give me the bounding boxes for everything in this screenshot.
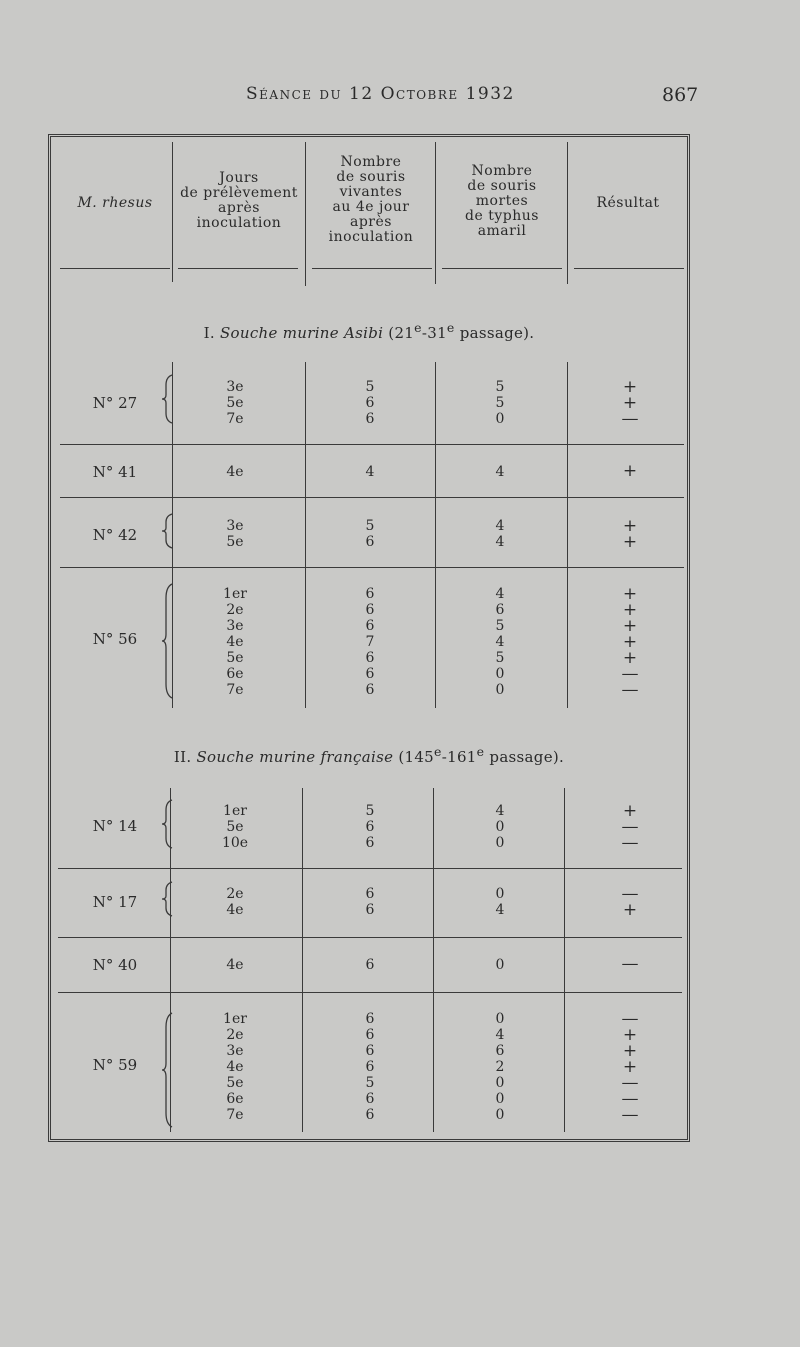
resultat-cell: +	[622, 584, 638, 604]
mortes-cell: 4	[495, 586, 505, 602]
column-header-resultat: Résultat	[596, 195, 660, 211]
mortes-cell: 0	[495, 886, 505, 902]
vivantes-cell: 7	[365, 634, 375, 650]
jour-cell: 4e	[226, 1059, 244, 1075]
jour-cell: 1er	[223, 803, 247, 819]
mortes-cell: 4	[495, 464, 505, 480]
brace-icon	[160, 584, 176, 698]
resultat-cell: +	[622, 648, 638, 668]
header-divider	[567, 142, 568, 284]
page-number: 867	[662, 84, 699, 106]
resultat-cell: —	[621, 664, 639, 684]
mortes-cell: 0	[495, 682, 505, 698]
vivantes-cell: 6	[365, 650, 375, 666]
group-separator	[58, 868, 682, 869]
mortes-cell: 0	[495, 411, 505, 427]
jour-cell: 6e	[226, 666, 244, 682]
column-divider	[305, 362, 306, 708]
column-header-vivantes-line: Nombre	[340, 154, 402, 170]
vivantes-cell: 6	[365, 1059, 375, 1075]
header-underline	[442, 268, 562, 269]
column-header-vivantes	[308, 155, 434, 245]
mortes-cell: 6	[495, 1043, 505, 1059]
resultat-cell: +	[622, 1025, 638, 1045]
vivantes-cell: 5	[365, 803, 375, 819]
rhesus-label: N° 41	[92, 463, 138, 481]
mortes-cell: 0	[495, 1011, 505, 1027]
rhesus-label: N° 42	[92, 526, 138, 544]
column-divider	[564, 788, 565, 1132]
vivantes-cell: 6	[365, 534, 375, 550]
resultat-cell: +	[622, 393, 638, 413]
header-underline	[178, 268, 298, 269]
column-header-vivantes-line: de souris	[336, 169, 406, 185]
vivantes-cell: 6	[365, 586, 375, 602]
jour-cell: 5e	[226, 1075, 244, 1091]
resultat-cell: +	[622, 600, 638, 620]
jour-cell: 4e	[226, 902, 244, 918]
column-header-vivantes-line: vivantes	[339, 184, 403, 200]
column-header-mortes-line: amaril	[477, 223, 527, 239]
group-separator	[60, 444, 684, 445]
mortes-cell: 4	[495, 1027, 505, 1043]
jour-cell: 7e	[226, 682, 244, 698]
mortes-cell: 4	[495, 902, 505, 918]
brace-icon	[160, 882, 176, 916]
column-divider	[172, 362, 173, 708]
vivantes-cell: 6	[365, 618, 375, 634]
rhesus-label: N° 56	[92, 630, 138, 648]
jour-cell: 3e	[226, 379, 244, 395]
vivantes-cell: 6	[365, 886, 375, 902]
mortes-cell: 0	[495, 1107, 505, 1123]
resultat-cell: —	[621, 1105, 639, 1125]
resultat-cell: +	[622, 1041, 638, 1061]
header-divider	[435, 142, 436, 284]
column-header-mortes	[438, 164, 566, 239]
header-underline	[60, 268, 170, 269]
jour-cell: 5e	[226, 534, 244, 550]
column-header-vivantes-line: inoculation	[328, 229, 414, 245]
jour-cell: 7e	[226, 411, 244, 427]
column-header-mortes-line: mortes	[475, 193, 529, 209]
mortes-cell: 4	[495, 518, 505, 534]
jour-cell: 7e	[226, 1107, 244, 1123]
resultat-cell: —	[621, 409, 639, 429]
vivantes-cell: 6	[365, 682, 375, 698]
group-separator	[58, 937, 682, 938]
jour-cell: 2e	[226, 886, 244, 902]
jour-cell: 5e	[226, 819, 244, 835]
resultat-cell: —	[621, 954, 639, 974]
jour-cell: 1er	[223, 586, 247, 602]
jour-cell: 4e	[226, 464, 244, 480]
resultat-cell: —	[621, 680, 639, 700]
resultat-cell: +	[622, 377, 638, 397]
header-underline	[312, 268, 432, 269]
mortes-cell: 5	[495, 618, 505, 634]
group-separator	[58, 992, 682, 993]
vivantes-cell: 6	[365, 1107, 375, 1123]
group-separator	[60, 567, 684, 568]
vivantes-cell: 6	[365, 819, 375, 835]
mortes-cell: 4	[495, 803, 505, 819]
column-header-jours-line: de prélèvement	[180, 185, 298, 201]
vivantes-cell: 6	[365, 1027, 375, 1043]
column-header-vivantes-line: après	[350, 214, 392, 230]
column-divider	[302, 788, 303, 1132]
mortes-cell: 6	[495, 602, 505, 618]
page-header	[0, 84, 800, 114]
jour-cell: 2e	[226, 1027, 244, 1043]
vivantes-cell: 6	[365, 1091, 375, 1107]
column-header-rhesus: M. rhesus	[77, 195, 153, 211]
vivantes-cell: 6	[365, 1043, 375, 1059]
resultat-cell: +	[622, 900, 638, 920]
column-header-mortes-line: de souris	[467, 178, 537, 194]
resultat-cell: +	[622, 461, 638, 481]
header-underline	[574, 268, 684, 269]
section-title-asibi: I. Souche murine Asibi (21e-31e passage).	[203, 320, 535, 342]
running-title: Séance du 12 Octobre 1932	[246, 84, 515, 104]
resultat-cell: —	[621, 1009, 639, 1029]
column-divider	[435, 362, 436, 708]
mortes-cell: 0	[495, 1075, 505, 1091]
column-divider	[567, 362, 568, 708]
column-header-mortes-line: de typhus	[465, 208, 539, 224]
mortes-cell: 2	[495, 1059, 505, 1075]
mortes-cell: 0	[495, 666, 505, 682]
resultat-cell: —	[621, 884, 639, 904]
rhesus-label: N° 59	[92, 1056, 138, 1074]
jour-cell: 2e	[226, 602, 244, 618]
mortes-cell: 4	[495, 534, 505, 550]
resultat-cell: +	[622, 632, 638, 652]
section-title-francaise: II. Souche murine française (145e-161e passage).	[173, 744, 565, 766]
jour-cell: 4e	[226, 957, 244, 973]
header-divider	[305, 142, 306, 286]
vivantes-cell: 6	[365, 411, 375, 427]
mortes-cell: 5	[495, 650, 505, 666]
jour-cell: 3e	[226, 618, 244, 634]
mortes-cell: 5	[495, 395, 505, 411]
column-divider	[170, 788, 171, 1132]
column-header-jours-line: inoculation	[196, 215, 282, 231]
header-divider	[172, 142, 173, 282]
jour-cell: 10e	[221, 835, 249, 851]
rhesus-label: N° 40	[92, 956, 138, 974]
rhesus-label: N° 14	[92, 817, 138, 835]
resultat-cell: —	[621, 817, 639, 837]
jour-cell: 3e	[226, 1043, 244, 1059]
vivantes-cell: 4	[365, 464, 375, 480]
vivantes-cell: 5	[365, 518, 375, 534]
resultat-cell: —	[621, 833, 639, 853]
brace-icon	[160, 1013, 176, 1127]
vivantes-cell: 6	[365, 902, 375, 918]
jour-cell: 4e	[226, 634, 244, 650]
vivantes-cell: 6	[365, 835, 375, 851]
vivantes-cell: 6	[365, 395, 375, 411]
rhesus-label: N° 17	[92, 893, 138, 911]
group-separator	[60, 497, 684, 498]
rhesus-label: N° 27	[92, 394, 138, 412]
column-header-jours	[174, 171, 304, 231]
resultat-cell: +	[622, 532, 638, 552]
vivantes-cell: 6	[365, 602, 375, 618]
resultat-cell: +	[622, 1057, 638, 1077]
jour-cell: 1er	[223, 1011, 247, 1027]
resultat-cell: +	[622, 516, 638, 536]
mortes-cell: 5	[495, 379, 505, 395]
vivantes-cell: 6	[365, 666, 375, 682]
vivantes-cell: 6	[365, 1011, 375, 1027]
mortes-cell: 0	[495, 1091, 505, 1107]
jour-cell: 5e	[226, 395, 244, 411]
brace-icon	[160, 375, 176, 423]
vivantes-cell: 5	[365, 1075, 375, 1091]
jour-cell: 6e	[226, 1091, 244, 1107]
brace-icon	[160, 514, 176, 548]
column-header-jours-line: Jours	[219, 170, 259, 186]
resultat-cell: —	[621, 1073, 639, 1093]
jour-cell: 5e	[226, 650, 244, 666]
resultat-cell: —	[621, 1089, 639, 1109]
column-header-mortes-line: Nombre	[471, 163, 533, 179]
mortes-cell: 0	[495, 957, 505, 973]
jour-cell: 3e	[226, 518, 244, 534]
column-divider	[433, 788, 434, 1132]
column-header-vivantes-line: au 4e jour	[332, 199, 410, 215]
vivantes-cell: 6	[365, 957, 375, 973]
vivantes-cell: 5	[365, 379, 375, 395]
column-header-jours-line: après	[218, 200, 260, 216]
resultat-cell: +	[622, 801, 638, 821]
mortes-cell: 0	[495, 835, 505, 851]
resultat-cell: +	[622, 616, 638, 636]
mortes-cell: 0	[495, 819, 505, 835]
mortes-cell: 4	[495, 634, 505, 650]
brace-icon	[160, 800, 176, 848]
